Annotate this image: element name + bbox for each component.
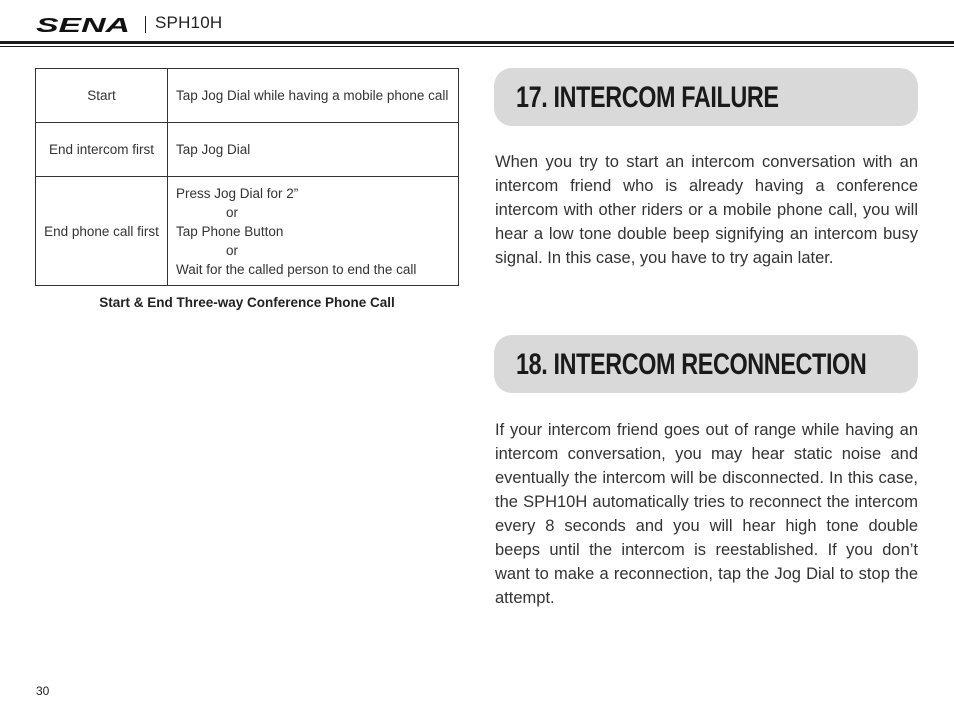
table-caption: Start & End Three-way Conference Phone Call xyxy=(99,295,395,310)
table-cell-steps xyxy=(168,123,459,177)
sena-logo xyxy=(36,16,132,34)
step-text: Wait for the called person to end the call xyxy=(176,261,417,277)
step-or: or xyxy=(226,242,239,258)
step-text: Tap Phone Button xyxy=(176,223,284,239)
table-row xyxy=(36,69,459,123)
section-heading-17 xyxy=(494,68,918,126)
section-body-18: If your intercom friend goes out of range while having an intercom conversation, you may hear static noise and eventually the intercom will be disconnected. In this case, the SPH10H automatically tries to reconnect the intercom every 8 seconds and you will hear high tone double beeps until the intercom is reestablished. If you don’t want to make a reconnection, tap the Jog Dial to stop the attempt. xyxy=(495,421,918,607)
header-separator xyxy=(145,16,146,33)
table-cell-action: End intercom first xyxy=(36,123,168,177)
step-or: or xyxy=(226,204,239,220)
svg-text:SENA: SENA xyxy=(36,16,130,34)
table-cell-steps xyxy=(168,177,459,286)
table-row xyxy=(36,123,459,177)
table-cell-action: End phone call first xyxy=(36,177,168,286)
step-text: Press Jog Dial for 2” xyxy=(176,185,299,201)
section-title: 18. INTERCOM RECONNECTION xyxy=(516,348,867,381)
header-rule-thick xyxy=(0,41,954,44)
header-rule-thin xyxy=(0,46,954,47)
conference-call-table xyxy=(35,68,459,286)
page-header xyxy=(0,0,954,48)
table-row xyxy=(36,177,459,286)
table-cell-steps xyxy=(168,69,459,123)
section-body-17: When you try to start an intercom conversation with an intercom friend who is already having a conference intercom with other riders or a mobile phone call, you will hear a low tone double beep signifying an intercom busy signal. In this case, you have to try again later. xyxy=(495,153,918,267)
section-heading-18 xyxy=(494,335,918,393)
step-text: Tap Jog Dial while having a mobile phone call xyxy=(176,88,449,103)
model-name: SPH10H xyxy=(155,13,223,32)
section-title: 17. INTERCOM FAILURE xyxy=(516,81,779,114)
table-cell-action: Start xyxy=(36,69,168,123)
page-number: 30 xyxy=(36,684,50,698)
step-text: Tap Jog Dial xyxy=(176,142,251,157)
